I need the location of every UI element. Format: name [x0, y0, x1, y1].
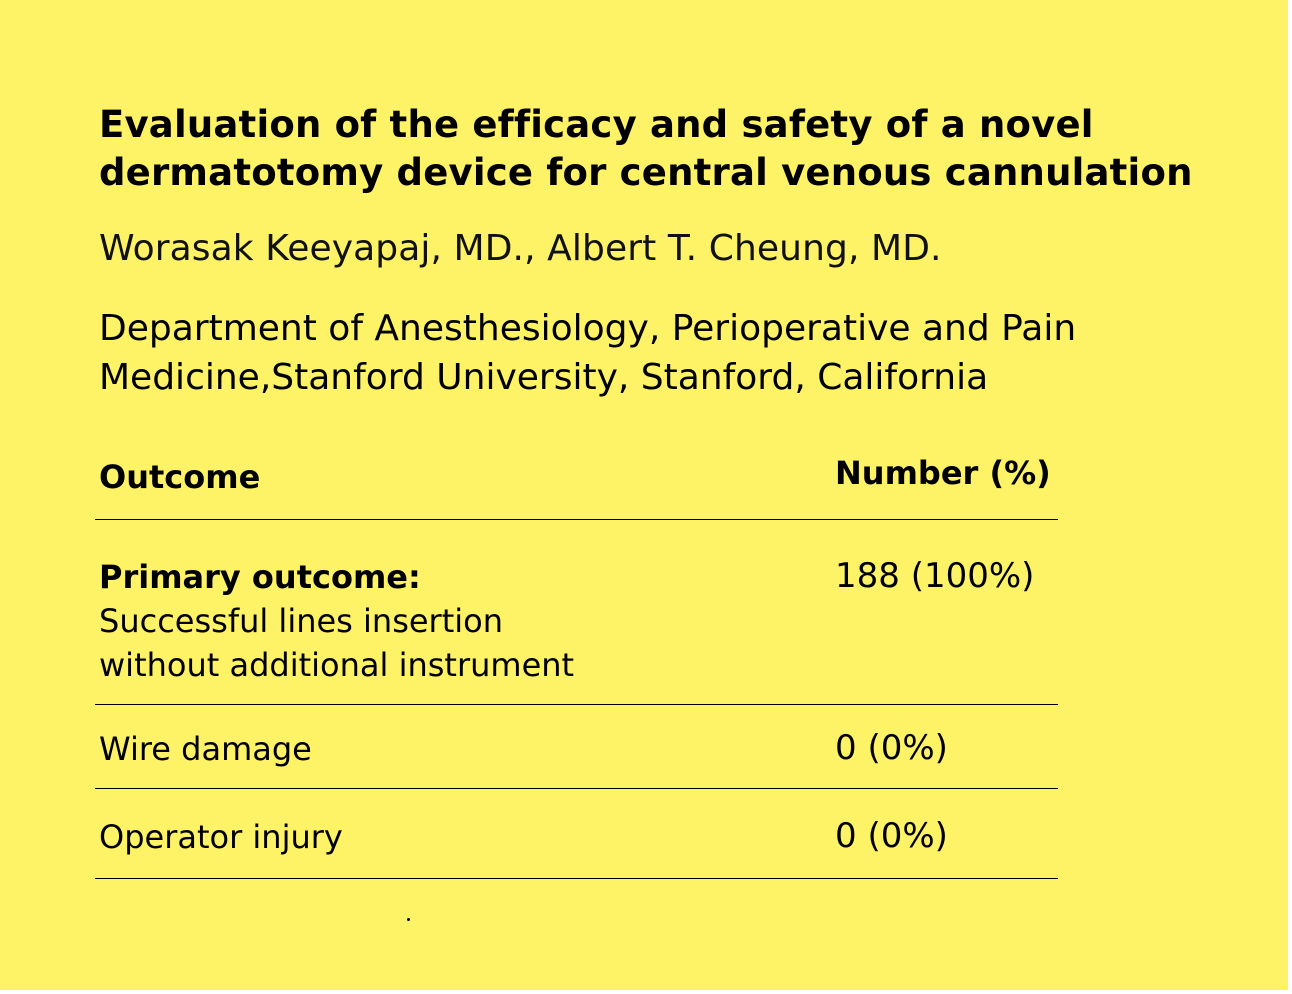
title-line-1: Evaluation of the efficacy and safety of a novel — [99, 103, 1094, 146]
table-bottom-rule — [95, 878, 1058, 879]
number-column-header: Number (%) — [835, 454, 1051, 492]
table-row-divider — [95, 788, 1058, 789]
affiliation-line-2: Medicine,Stanford University, Stanford, California — [99, 357, 989, 398]
authors: Worasak Keeyapaj, MD., Albert T. Cheung, MD. — [99, 228, 942, 269]
title-line-2: dermatotomy device for central venous cannulation — [99, 151, 1193, 194]
operator-injury-value: 0 (0%) — [835, 816, 948, 856]
primary-outcome-label: Primary outcome: — [99, 558, 421, 596]
outcome-column-header: Outcome — [99, 458, 261, 496]
primary-outcome-desc-1: Successful lines insertion — [99, 602, 503, 640]
stray-dot — [407, 918, 410, 921]
wire-damage-value: 0 (0%) — [835, 728, 948, 768]
affiliation-line-1: Department of Anesthesiology, Perioperative and Pain — [99, 308, 1077, 349]
affiliation — [99, 304, 1076, 402]
operator-injury-label: Operator injury — [99, 818, 343, 856]
page-title — [99, 101, 1193, 197]
table-header-divider — [95, 519, 1058, 520]
table-row-divider — [95, 704, 1058, 705]
wire-damage-label: Wire damage — [99, 730, 312, 768]
primary-outcome-value: 188 (100%) — [835, 556, 1035, 596]
primary-outcome-desc-2: without additional instrument — [99, 646, 575, 684]
